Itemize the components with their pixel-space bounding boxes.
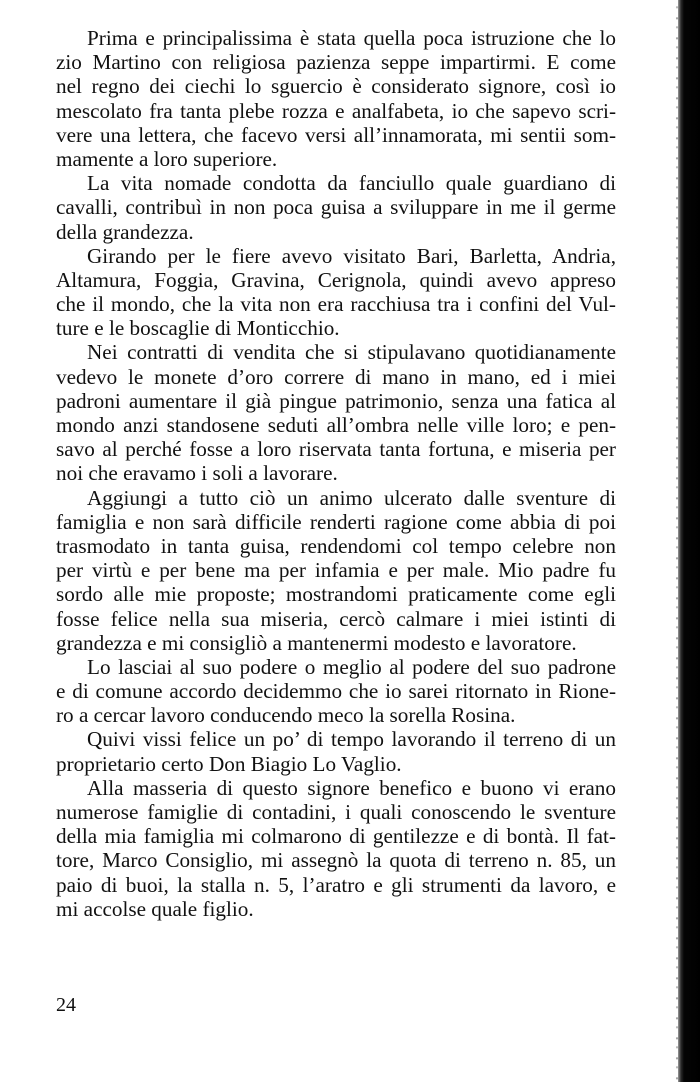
text-line: zio Martino con religiosa pazienza seppe impartirmi. E come [56, 50, 616, 75]
text-line: paio di buoi, la stalla n. 5, l’aratro e gli strumenti da lavoro, e [56, 872, 616, 897]
text-line: mescolato fra tanta plebe rozza e analfabeta, io che sapevo scri- [56, 98, 616, 123]
text-line: Nei contratti di vendita che si stipulavano quotidianamente [87, 340, 616, 365]
text-line: La vita nomade condotta da fanciullo quale guardiano di [87, 171, 616, 196]
text-line: Altamura, Foggia, Gravina, Cerignola, quindi avevo appreso [56, 267, 616, 292]
text-line: della grandezza. [56, 219, 194, 244]
text-line: per virtù e per bene ma per infamia e per male. Mio padre fu [56, 558, 616, 583]
text-line: Girando per le fiere avevo visitato Bari, Barletta, Andria, [87, 243, 616, 268]
text-line: grandezza e mi consigliò a mantenermi modesto e lavoratore. [56, 630, 577, 655]
text-line: famiglia e non sarà difficile renderti ragione come abbia di poi [56, 509, 616, 534]
text-line: savo al perché fosse a loro riservata tanta fortuna, e miseria per [56, 437, 616, 462]
text-line: Prima e principalissima è stata quella poca istruzione che lo [87, 26, 616, 50]
text-line: vere una lettera, che facevo versi all’innamorata, mi sentii som- [56, 122, 616, 147]
page-number: 24 [56, 994, 76, 1016]
text-line: ture e le boscaglie di Monticchio. [56, 316, 340, 341]
text-line: nel regno dei ciechi lo sguercio è considerato signore, così io [56, 74, 616, 99]
text-line: sordo alle mie proposte; mostrandomi praticamente come egli [56, 582, 616, 607]
text-line: padroni aumentare il già pingue patrimonio, senza una fatica al [56, 388, 616, 413]
text-line: vedevo le monete d’oro correre di mano in mano, ed i miei [56, 364, 616, 389]
text-line: cavalli, contribuì in non poca guisa a sviluppare in me il germe [56, 195, 616, 220]
text-line: che il mondo, che la vita non era racchiusa tra i confini del Vul- [56, 292, 616, 317]
text-line: fosse felice nella sua miseria, cercò calmare i miei istinti di [56, 606, 616, 631]
text-line: Alla masseria di questo signore benefico e buono vi erano [87, 775, 616, 800]
text-line: numerose famiglie di contadini, i quali conoscendo le sventure [56, 800, 616, 824]
book-binding-edge [678, 0, 700, 1082]
text-line: mamente a loro superiore. [56, 146, 278, 171]
body-text [56, 26, 616, 921]
text-line: Quivi vissi felice un po’ di tempo lavorando il terreno di un [87, 727, 616, 752]
text-line: ro a cercar lavoro conducendo meco la sorella Rosina. [56, 703, 516, 728]
text-line: mondo anzi standosene seduti all’ombra nelle ville loro; e pen- [56, 413, 616, 437]
text-line: noi che eravamo i soli a lavorare. [56, 461, 338, 486]
text-line: e di comune accordo decidemmo che io sarei ritornato in Rione- [56, 679, 616, 704]
text-line: Aggiungi a tutto ciò un animo ulcerato dalle sventure di [87, 485, 616, 510]
text-line: mi accolse quale figlio. [56, 896, 254, 921]
text-line: trasmodato in tanta guisa, rendendomi col tempo celebre non [56, 533, 616, 558]
text-line: della mia famiglia mi colmarono di gentilezze e di bontà. Il fat- [56, 824, 616, 849]
text-line: proprietario certo Don Biagio Lo Vaglio. [56, 751, 402, 776]
text-line: Lo lasciai al suo podere o meglio al podere del suo padrone [87, 654, 616, 679]
text-line: tore, Marco Consiglio, mi assegnò la quota di terreno n. 85, un [56, 848, 616, 873]
